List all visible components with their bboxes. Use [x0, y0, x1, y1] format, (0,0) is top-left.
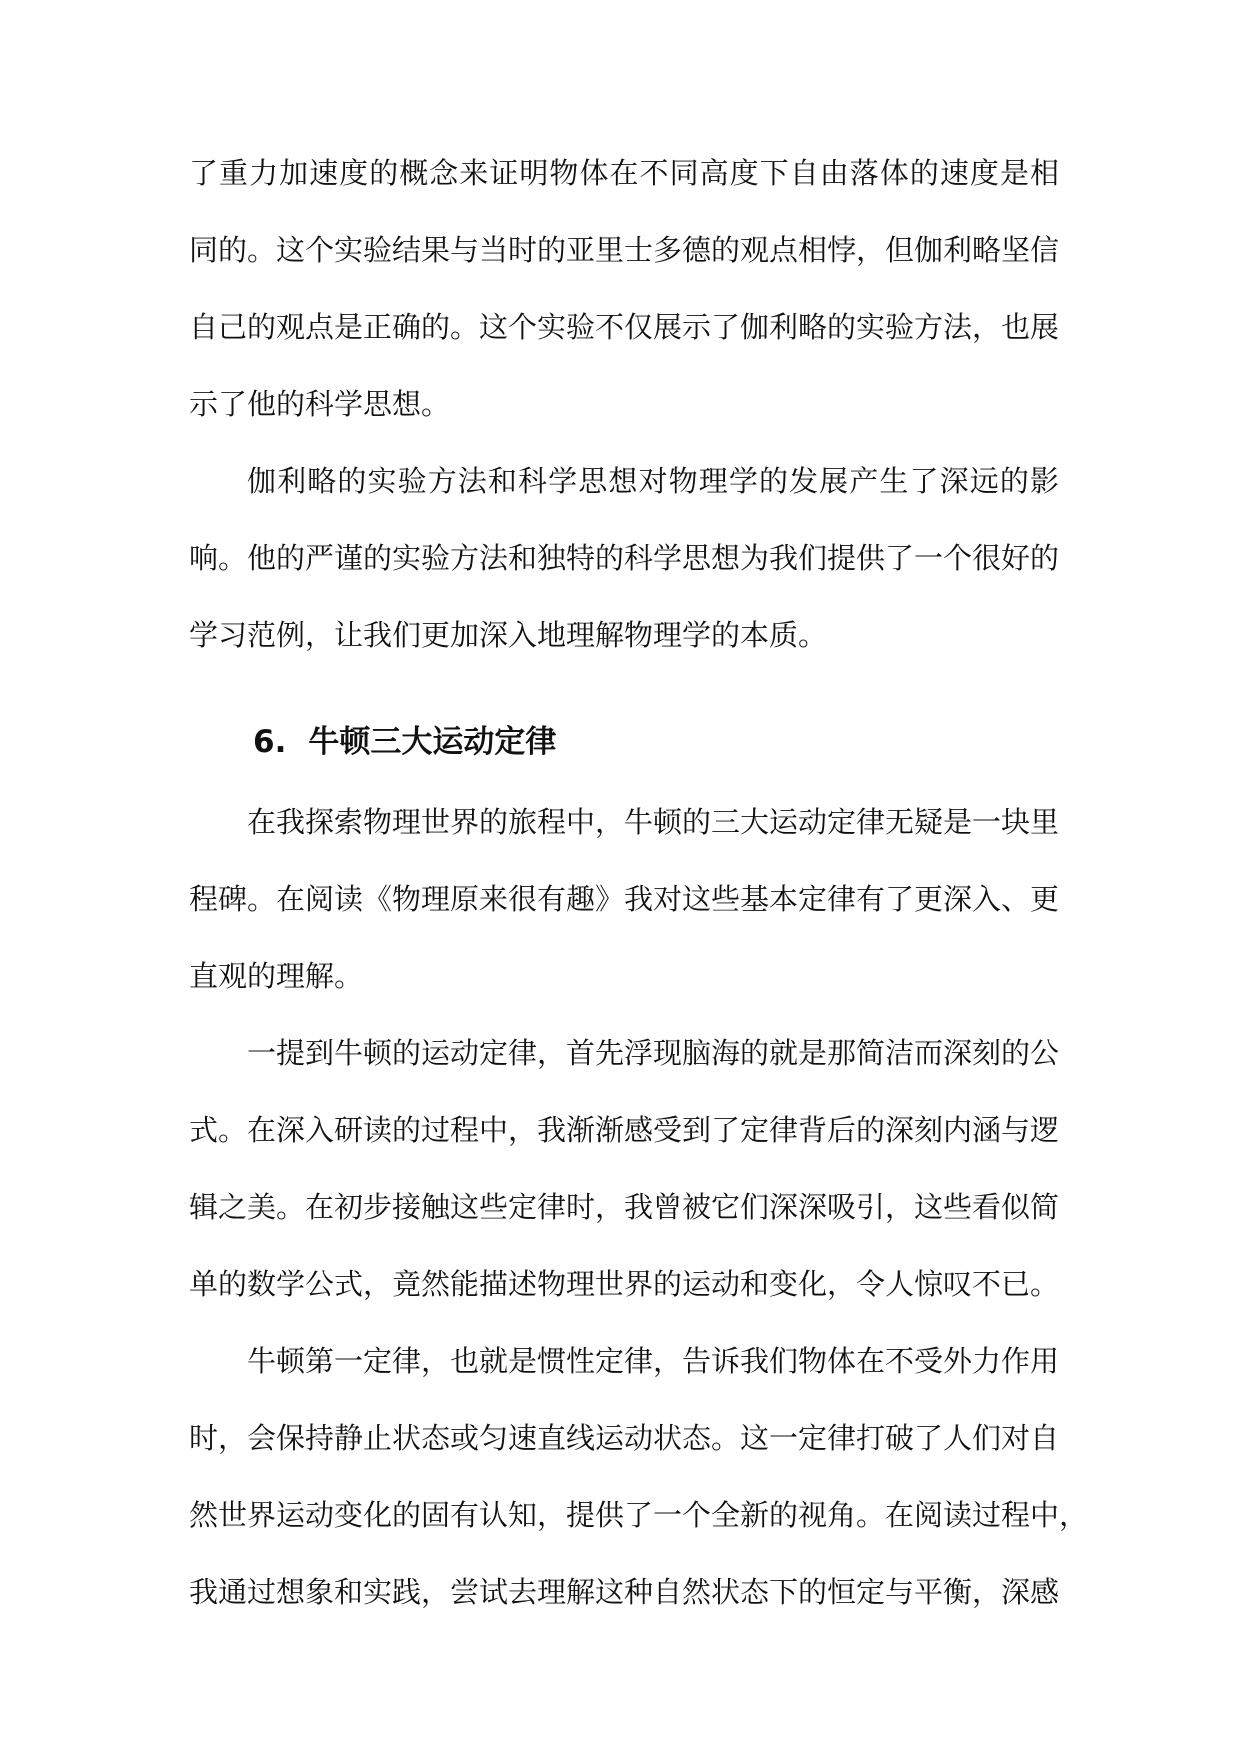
text-line: 时，会保持静止状态或匀速直线运动状态。这一定律打破了人们对自 [189, 1421, 1060, 1455]
text-line: 我通过想象和实践，尝试去理解这种自然状态下的恒定与平衡，深感 [189, 1575, 1060, 1609]
text-line: 直观的理解。 [189, 959, 364, 993]
paragraph-newton-intro [189, 797, 1059, 1028]
paragraph-gravity-experiment [189, 148, 1059, 456]
section-title: 牛顿三大运动定律 [308, 724, 557, 760]
text-line: 了重力加速度的概念来证明物体在不同高度下自由落体的速度是相 [189, 156, 1059, 190]
text-line: 单的数学公式，竟然能描述物理世界的运动和变化，令人惊叹不已。 [189, 1267, 1060, 1301]
text-line: 一提到牛顿的运动定律，首先浮现脑海的就是那简洁而深刻的公 [247, 1036, 1060, 1070]
text-line: 在我探索物理世界的旅程中，牛顿的三大运动定律无疑是一块里 [247, 805, 1060, 839]
text-line: 同的。这个实验结果与当时的亚里士多德的观点相悖，但伽利略坚信 [189, 233, 1060, 267]
text-line: 响。他的严谨的实验方法和独特的科学思想为我们提供了一个很好的 [189, 541, 1060, 575]
text-line: 示了他的科学思想。 [189, 387, 451, 421]
text-line: 辑之美。在初步接触这些定律时，我曾被它们深深吸引，这些看似简 [189, 1190, 1060, 1224]
text-line: 自己的观点是正确的。这个实验不仅展示了伽利略的实验方法，也展 [189, 310, 1060, 344]
paragraph-galileo-influence [189, 456, 1059, 687]
text-line: 式。在深入研读的过程中，我渐渐感受到了定律背后的深刻内涵与逻 [189, 1113, 1060, 1147]
text-line: 牛顿第一定律，也就是惯性定律，告诉我们物体在不受外力作用 [247, 1344, 1060, 1378]
paragraph-newton-formulas [189, 1028, 1059, 1336]
section-number: 6. [253, 724, 287, 760]
document-body [189, 148, 1089, 1644]
text-line: 程碑。在阅读《物理原来很有趣》我对这些基本定律有了更深入、更 [189, 882, 1060, 916]
paragraph-first-law [189, 1336, 1089, 1644]
section-heading [189, 717, 1059, 781]
text-line: 伽利略的实验方法和科学思想对物理学的发展产生了深远的影 [247, 464, 1059, 498]
text-line: 学习范例，让我们更加深入地理解物理学的本质。 [189, 618, 828, 652]
text-line: 然世界运动变化的固有认知，提供了一个全新的视角。在阅读过程中， [189, 1498, 1089, 1532]
